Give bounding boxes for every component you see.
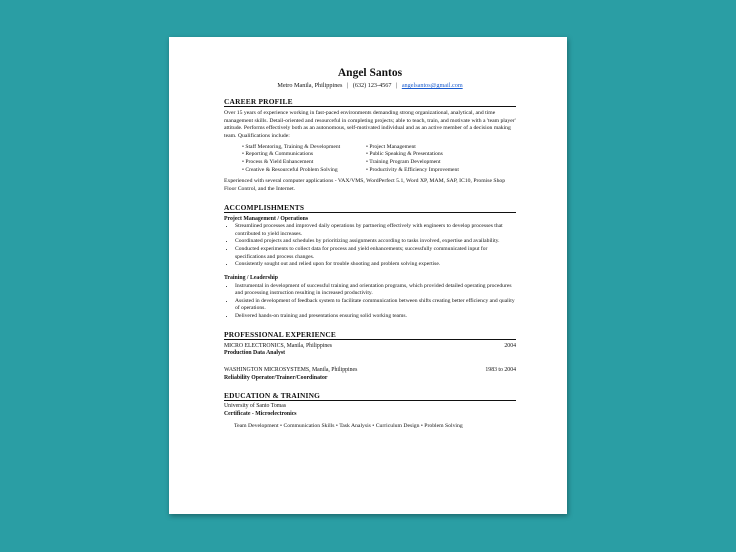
list-item: • Consistently sought out and relied upon for trouble shooting and problem solving expertise. [235, 261, 516, 269]
phone-text: (632) 123-4567 [352, 82, 392, 89]
list-item: • Instrumental in development of successful training and orientation programs, which provided detailed operating procedures and processing instruction resulting in increased productivity. [235, 283, 516, 298]
list-item: • Streamlined processes and improved daily operations by partnering effectively with engineers to develop processes that contributed to yield increases. [235, 223, 516, 238]
job-company: MICRO ELECTRONICS, Manila, Philippines [224, 342, 333, 349]
section-accomplishments: ACCOMPLISHMENTS [224, 203, 516, 213]
resume-content [224, 67, 516, 430]
list-item: • Conducted experiments to collect data for process and yield enhancements; successfully communicated input for specifications and process changes. [235, 246, 516, 261]
job-dates: 2004 [504, 342, 516, 349]
training-line: Team Development • Communication Skills • Task Analysis • Curriculum Design • Problem Solving [234, 422, 463, 429]
section-career-profile: CAREER PROFILE [224, 97, 516, 107]
resume-name: Angel Santos [337, 67, 403, 79]
skill-item: • Staff Mentoring, Training & Development [242, 143, 341, 150]
job-entry [224, 367, 516, 375]
certificate: Certificate - Microelectronics [224, 411, 297, 418]
skills-column-left [242, 144, 366, 174]
location-text: Metro Manila, Philippines [277, 82, 343, 89]
skill-item: • Project Management [366, 143, 416, 150]
job-dates: 1983 to 2004 [485, 366, 516, 373]
separator: | [396, 82, 398, 89]
skill-item: • Training Program Development [366, 159, 441, 165]
subsection-title: Training / Leadership [224, 274, 279, 281]
skill-item: • Reporting & Communications [242, 151, 314, 158]
list-item: • Assisted in development of feedback system to facilitate communication between shifts creating better efficiency and quality of operations. [235, 298, 516, 313]
resume-page [169, 37, 567, 514]
software-paragraph: Experienced with several computer applications - VAX/VMS, WordPerfect 5.1, Word XP, MAM, SAP, IC10, Promise Shop Floor Control, and the Internet. [224, 178, 506, 192]
contact-line [224, 82, 516, 90]
job-entry [224, 343, 516, 351]
job-title: Production Data Analyst [224, 350, 286, 357]
skill-item: • Creative & Resourceful Problem Solving [242, 166, 338, 173]
accomplishment-list [224, 223, 516, 269]
skill-item: • Public Speaking & Presentations [366, 151, 443, 158]
school-name: University of Santo Tomas [224, 403, 287, 410]
email-link[interactable]: angelsantos@gmail.com [401, 82, 463, 89]
skill-item: • Productivity & Efficiency Improvement [366, 166, 459, 173]
profile-paragraph: Over 15 years of experience working in fast-paced environments demanding strong organizational, analytical, and time management skills. Detail-oriented and resourceful in completing projects; able to teach, train, and motivate with a 'team player' attitude. Performs effectively both as an autonomous, self-motivated individual and as an active member of a decision making team. Qualifications include: [224, 110, 516, 140]
skills-column-right [366, 144, 459, 174]
list-item: • Delivered hands-on training and presentations ensuring solid working teams. [235, 313, 516, 321]
job-title: Reliability Operator/Trainer/Coordinator [224, 374, 328, 381]
skill-item: • Process & Yield Enhancement [242, 159, 314, 165]
accomplishment-list [224, 283, 516, 321]
list-item: • Coordinated projects and schedules by prioritizing assignments according to tasks involved, expertise and availability. [235, 238, 516, 246]
subsection-title: Project Management / Operations [224, 215, 309, 222]
job-company: WASHINGTON MICROSYSTEMS, Manila, Philippines [224, 366, 358, 373]
section-education: EDUCATION & TRAINING [224, 391, 516, 401]
skills-list [242, 144, 516, 174]
section-experience: PROFESSIONAL EXPERIENCE [224, 330, 516, 340]
separator: | [347, 82, 349, 89]
